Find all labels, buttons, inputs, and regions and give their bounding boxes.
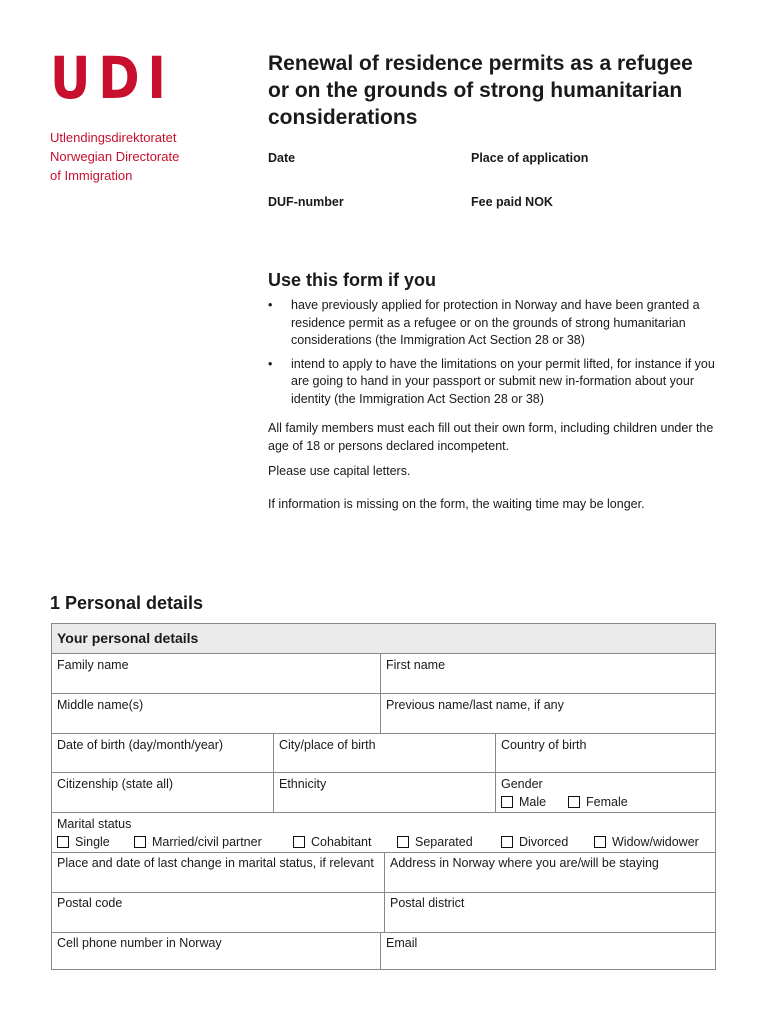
cell-phone-field[interactable]: Cell phone number in Norway — [57, 936, 222, 950]
address-field[interactable]: Address in Norway where you are/will be staying — [390, 856, 659, 870]
row-divider — [52, 733, 715, 734]
country-of-birth-field[interactable]: Country of birth — [501, 738, 587, 752]
section-heading: 1 Personal details — [50, 593, 204, 613]
gender-label: Gender — [501, 777, 543, 791]
marital-status-label: Marital status — [57, 817, 132, 831]
personal-details-form — [51, 623, 716, 970]
logo-mark: UDI — [50, 44, 174, 112]
family-note: All family members must each fill out their own form, including children under the age of 18 or persons declared incompetent. — [268, 421, 714, 453]
checkbox-label: Male — [519, 795, 547, 809]
checkbox-icon — [568, 796, 580, 808]
intro-heading: Use this form if you — [268, 270, 437, 290]
middle-name-field[interactable]: Middle name(s) — [57, 698, 144, 712]
udi-logo — [50, 44, 194, 185]
marital-single-checkbox[interactable] — [57, 835, 110, 849]
date-of-birth-field[interactable]: Date of birth (day/month/year) — [57, 738, 224, 752]
form-box-title: Your personal details — [52, 624, 715, 654]
column-divider — [384, 852, 385, 932]
marital-separated-checkbox[interactable] — [397, 835, 473, 849]
fee-paid-label: Fee paid NOK — [471, 195, 553, 209]
marital-married-checkbox[interactable] — [134, 835, 262, 849]
column-divider — [495, 733, 496, 812]
column-divider — [380, 932, 381, 970]
family-name-field[interactable]: Family name — [57, 658, 129, 672]
document-title: Renewal of residence permits as a refugee or on the grounds of strong humanitarian considerations — [268, 52, 693, 129]
postal-code-field[interactable]: Postal code — [57, 896, 123, 910]
checkbox-label: Cohabitant — [311, 835, 372, 849]
checkbox-icon — [134, 836, 146, 848]
duf-number-label: DUF-number — [268, 195, 344, 209]
checkbox-label: Female — [586, 795, 628, 809]
list-item: • intend to apply to have the limitations on your permit lifted, for instance if you are going to hand in your passport or submit new in-formation about your identity (the Immigration Act Section 28 or 38) — [268, 356, 728, 409]
checkbox-label: Divorced — [519, 835, 569, 849]
capital-letters-note: Please use capital letters. — [268, 464, 411, 478]
row-divider — [52, 932, 715, 933]
city-of-birth-field[interactable]: City/place of birth — [279, 738, 376, 752]
column-divider — [380, 654, 381, 733]
gender-male-checkbox[interactable] — [501, 795, 546, 809]
checkbox-label: Widow/widower — [612, 835, 699, 849]
column-divider — [273, 733, 274, 812]
marital-widow-checkbox[interactable] — [594, 835, 699, 849]
org-name-line: of Immigration — [50, 168, 133, 183]
missing-info-note: If information is missing on the form, the waiting time may be longer. — [268, 497, 645, 511]
checkbox-label: Single — [75, 835, 110, 849]
checkbox-icon — [501, 836, 513, 848]
checkbox-icon — [57, 836, 69, 848]
previous-name-field[interactable]: Previous name/last name, if any — [386, 698, 564, 712]
list-item: • have previously applied for protection in Norway and have been granted a residence permit as a refugee or on the grounds of strong humanitarian considerations (the Immigration Act Section 28 or 38) — [268, 297, 728, 350]
marital-divorced-checkbox[interactable] — [501, 835, 568, 849]
checkbox-icon — [594, 836, 606, 848]
date-label: Date — [268, 151, 296, 165]
checkbox-icon — [293, 836, 305, 848]
gender-female-checkbox[interactable] — [568, 795, 628, 809]
row-divider — [52, 693, 715, 694]
first-name-field[interactable]: First name — [386, 658, 446, 672]
row-divider — [52, 812, 715, 813]
org-name-line: Utlendingsdirektoratet — [50, 130, 177, 145]
eligibility-list — [268, 297, 728, 414]
ethnicity-field[interactable]: Ethnicity — [279, 777, 327, 791]
org-name — [50, 128, 194, 185]
last-marital-change-field[interactable]: Place and date of last change in marital status, if relevant — [57, 856, 374, 870]
place-of-application-label: Place of application — [471, 151, 589, 165]
postal-district-field[interactable]: Postal district — [390, 896, 465, 910]
row-divider — [52, 772, 715, 773]
checkbox-label: Separated — [415, 835, 473, 849]
checkbox-label: Married/civil partner — [152, 835, 262, 849]
citizenship-field[interactable]: Citizenship (state all) — [57, 777, 174, 791]
checkbox-icon — [501, 796, 513, 808]
checkbox-icon — [397, 836, 409, 848]
marital-cohabitant-checkbox[interactable] — [293, 835, 371, 849]
email-field[interactable]: Email — [386, 936, 418, 950]
org-name-line: Norwegian Directorate — [50, 149, 180, 164]
